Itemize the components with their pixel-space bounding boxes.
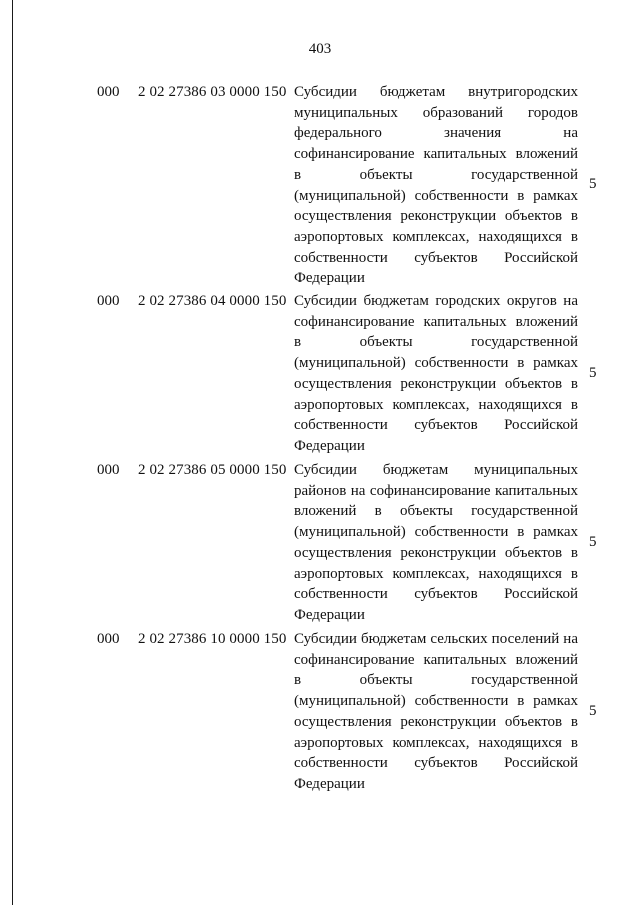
description-line: Субсидии бюджетам муниципальных xyxy=(294,462,578,478)
admin-code: 000 xyxy=(97,462,120,478)
description-line: районов на софинансирование капитальных xyxy=(294,482,578,499)
description-line: в объекты государственной xyxy=(294,166,578,183)
description-line: осуществления реконструкции объектов в xyxy=(294,375,578,392)
entry-description xyxy=(294,291,578,457)
description-line: (муниципальной) собственности в рамках xyxy=(294,693,578,710)
entry-description xyxy=(294,629,578,795)
description-line: Субсидии бюджетам городских округов на xyxy=(294,293,578,309)
entry-value: 5 xyxy=(589,703,597,719)
description-line: собственности субъектов Российской xyxy=(294,586,578,603)
description-line: Субсидии бюджетам внутригородских xyxy=(294,84,578,100)
description-line: осуществления реконструкции объектов в xyxy=(294,713,578,730)
description-line: Федерации xyxy=(294,437,365,454)
description-line: аэропортовых комплексах, находящихся в xyxy=(294,228,578,245)
description-line: Субсидии бюджетам сельских поселений на xyxy=(294,631,578,647)
description-line: аэропортовых комплексах, находящихся в xyxy=(294,565,578,582)
page-number: 403 xyxy=(308,41,332,57)
description-line: собственности субъектов Российской xyxy=(294,417,578,434)
description-line: муниципальных образований городов xyxy=(294,104,578,121)
description-line: софинансирование капитальных вложений xyxy=(294,651,578,668)
description-line: аэропортовых комплексах, находящихся в xyxy=(294,396,578,413)
description-line: Федерации xyxy=(294,270,365,287)
description-line: в объекты государственной xyxy=(294,334,578,351)
kbk-code: 2 02 27386 05 0000 150 xyxy=(138,462,287,478)
description-line: софинансирование капитальных вложений xyxy=(294,146,578,163)
description-line: софинансирование капитальных вложений xyxy=(294,313,578,330)
description-line: (муниципальной) собственности в рамках xyxy=(294,355,578,372)
description-line: осуществления реконструкции объектов в xyxy=(294,208,578,225)
description-line: собственности субъектов Российской xyxy=(294,249,578,266)
admin-code: 000 xyxy=(97,293,120,309)
description-line: собственности субъектов Российской xyxy=(294,755,578,772)
kbk-code: 2 02 27386 03 0000 150 xyxy=(138,84,287,100)
description-line: вложений в объекты государственной xyxy=(294,503,578,520)
admin-code: 000 xyxy=(97,631,120,647)
kbk-code: 2 02 27386 10 0000 150 xyxy=(138,631,287,647)
admin-code: 000 xyxy=(97,84,120,100)
entry-value: 5 xyxy=(589,534,597,550)
scan-edge-line xyxy=(12,0,13,905)
description-line: аэропортовых комплексах, находящихся в xyxy=(294,734,578,751)
description-line: федерального значения на xyxy=(294,125,578,142)
entry-value: 5 xyxy=(589,176,597,192)
description-line: Федерации xyxy=(294,775,365,792)
description-line: (муниципальной) собственности в рамках xyxy=(294,524,578,541)
entry-description xyxy=(294,460,578,626)
kbk-code: 2 02 27386 04 0000 150 xyxy=(138,293,287,309)
entry-description xyxy=(294,82,578,289)
description-line: Федерации xyxy=(294,606,365,623)
description-line: в объекты государственной xyxy=(294,672,578,689)
description-line: осуществления реконструкции объектов в xyxy=(294,544,578,561)
entry-value: 5 xyxy=(589,365,597,381)
description-line: (муниципальной) собственности в рамках xyxy=(294,187,578,204)
